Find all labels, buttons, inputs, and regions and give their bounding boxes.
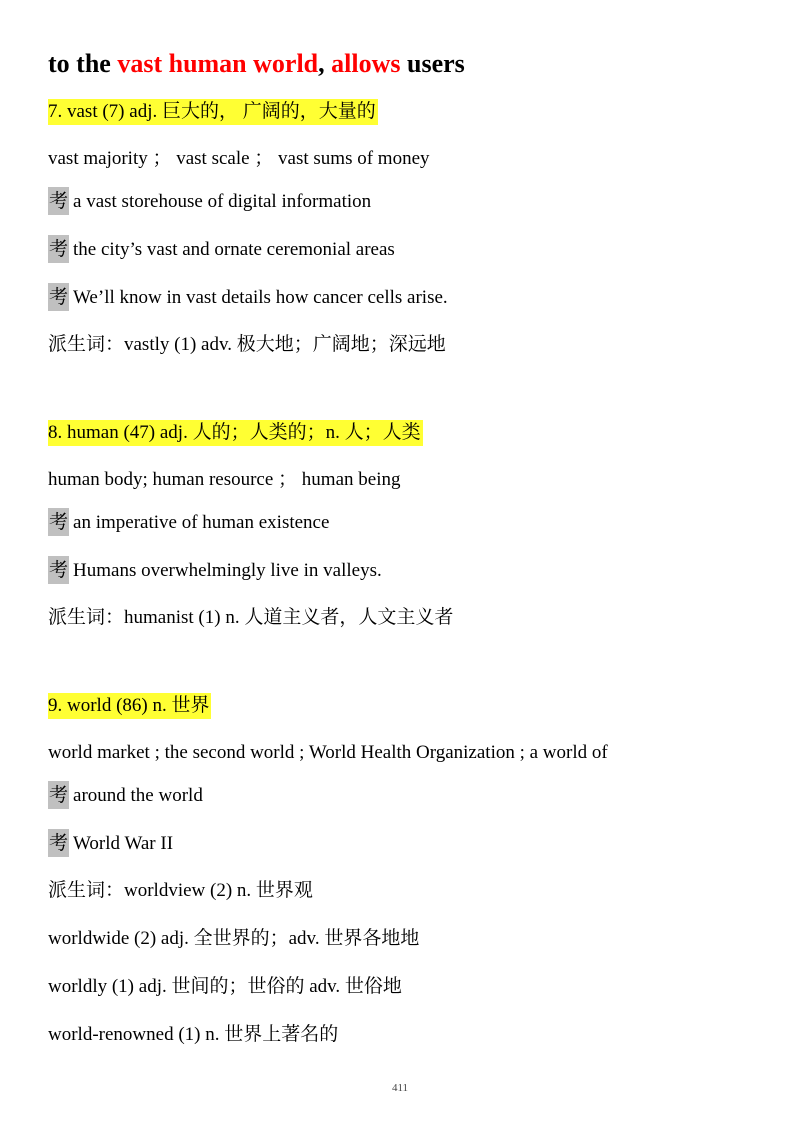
derivative-line: worldly (1) adj. 世间的；世俗的 adv. 世俗地	[48, 976, 402, 997]
kao-marker: 考	[48, 187, 69, 215]
heading-emphasis-2: allows	[331, 49, 401, 78]
entry-title-world	[48, 692, 211, 720]
page-heading	[48, 46, 465, 82]
entry-phrases-vast: vast majority ； vast scale ； vast sums of money	[48, 148, 430, 169]
entry-title-highlight: 8. human (47) adj. 人的；人类的；n. 人；人类	[48, 420, 423, 446]
entry-phrases-human: human body; human resource ； human being	[48, 469, 401, 490]
entry-title-human	[48, 419, 423, 447]
derivative-line: worldwide (2) adj. 全世界的；adv. 世界各地地	[48, 928, 420, 949]
kao-marker: 考	[48, 829, 69, 857]
example-text: World War II	[73, 833, 174, 854]
heading-part-5: users	[400, 49, 465, 78]
example-row	[48, 187, 371, 216]
kao-marker: 考	[48, 781, 69, 809]
example-row	[48, 781, 203, 810]
kao-marker: 考	[48, 283, 69, 311]
derivative-line: world-renowned (1) n. 世界上著名的	[48, 1024, 339, 1045]
example-text: Humans overwhelmingly live in valleys.	[73, 560, 382, 581]
entry-title-highlight: 7. vast (7) adj. 巨大的， 广阔的，大量的	[48, 99, 378, 125]
page-number: 411	[391, 1082, 409, 1094]
example-text: a vast storehouse of digital information	[73, 191, 372, 212]
example-row	[48, 283, 448, 312]
example-text: around the world	[73, 785, 203, 806]
derivative-line: 派生词：vastly (1) adv. 极大地；广阔地；深远地	[48, 334, 446, 355]
example-text: the city’s vast and ornate ceremonial areas	[73, 239, 395, 260]
derivative-line: 派生词：worldview (2) n. 世界观	[48, 880, 313, 901]
kao-marker: 考	[48, 508, 69, 536]
example-row	[48, 556, 382, 585]
heading-emphasis-1: vast human world	[117, 49, 319, 78]
entry-phrases-world: world market ; the second world ; World Health Organization ; a world of	[48, 742, 608, 763]
kao-marker: 考	[48, 556, 69, 584]
heading-part-1: to the	[48, 49, 118, 78]
example-text: We’ll know in vast details how cancer cells arise.	[73, 287, 448, 308]
entry-title-highlight: 9. world (86) n. 世界	[48, 693, 211, 719]
example-text: an imperative of human existence	[73, 512, 330, 533]
heading-part-3: ,	[318, 49, 332, 78]
example-row	[48, 508, 329, 537]
example-row	[48, 829, 173, 858]
example-row	[48, 235, 395, 264]
kao-marker: 考	[48, 235, 69, 263]
derivative-line: 派生词：humanist (1) n. 人道主义者，人文主义者	[48, 607, 454, 628]
entry-title-vast	[48, 98, 378, 126]
